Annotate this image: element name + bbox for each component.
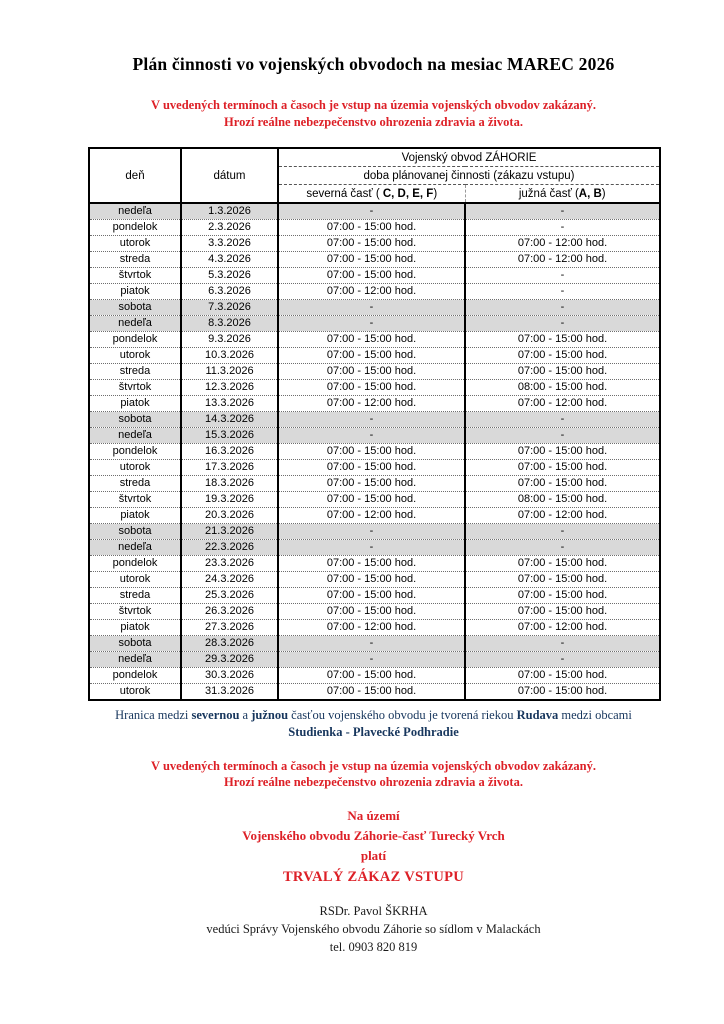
cell-day: utorok bbox=[89, 572, 181, 588]
cell-date: 13.3.2026 bbox=[181, 396, 278, 412]
text-segment: C, D, E, F bbox=[382, 187, 434, 200]
table-body bbox=[89, 203, 660, 700]
cell-date: 30.3.2026 bbox=[181, 668, 278, 684]
cell-north: - bbox=[278, 524, 465, 540]
cell-day: streda bbox=[89, 364, 181, 380]
column-header-region: Vojenský obvod ZÁHORIE bbox=[278, 148, 660, 167]
activity-plan-table bbox=[88, 147, 661, 701]
cell-north: 07:00 - 15:00 hod. bbox=[278, 588, 465, 604]
cell-north: 07:00 - 15:00 hod. bbox=[278, 444, 465, 460]
cell-south: - bbox=[465, 524, 660, 540]
cell-south: 07:00 - 15:00 hod. bbox=[465, 588, 660, 604]
table-row bbox=[89, 252, 660, 268]
text-segment: Hranica medzi bbox=[115, 708, 192, 722]
ban-line-1: Na území bbox=[347, 807, 400, 823]
cell-north: - bbox=[278, 540, 465, 556]
cell-day: piatok bbox=[89, 508, 181, 524]
table-row bbox=[89, 604, 660, 620]
page-title: Plán činnosti vo vojenských obvodoch na mesiac MAREC 2026 bbox=[132, 54, 615, 74]
cell-north: 07:00 - 15:00 hod. bbox=[278, 364, 465, 380]
cell-date: 12.3.2026 bbox=[181, 380, 278, 396]
cell-date: 29.3.2026 bbox=[181, 652, 278, 668]
cell-date: 7.3.2026 bbox=[181, 300, 278, 316]
ban-line-3: platí bbox=[360, 848, 387, 864]
cell-date: 1.3.2026 bbox=[181, 203, 278, 220]
cell-north: - bbox=[278, 428, 465, 444]
cell-day: utorok bbox=[89, 460, 181, 476]
cell-day: streda bbox=[89, 476, 181, 492]
cell-date: 17.3.2026 bbox=[181, 460, 278, 476]
ban-line-2: Vojenského obvodu Záhorie-časť Turecký Vrch bbox=[242, 827, 505, 843]
cell-day: štvrtok bbox=[89, 380, 181, 396]
cell-north: - bbox=[278, 412, 465, 428]
entry-ban-warning-bottom bbox=[88, 758, 659, 791]
cell-date: 28.3.2026 bbox=[181, 636, 278, 652]
text-segment: severná časť ( bbox=[306, 187, 383, 200]
boundary-villages: Studienka - Plavecké Podhradie bbox=[288, 724, 459, 739]
cell-south: 07:00 - 12:00 hod. bbox=[465, 396, 660, 412]
cell-day: sobota bbox=[89, 524, 181, 540]
cell-day: pondelok bbox=[89, 220, 181, 236]
cell-south: - bbox=[465, 652, 660, 668]
cell-date: 10.3.2026 bbox=[181, 348, 278, 364]
cell-date: 11.3.2026 bbox=[181, 364, 278, 380]
cell-north: 07:00 - 15:00 hod. bbox=[278, 668, 465, 684]
cell-north: 07:00 - 15:00 hod. bbox=[278, 492, 465, 508]
table-header bbox=[89, 148, 660, 203]
text-segment: A, B bbox=[578, 187, 602, 200]
cell-date: 19.3.2026 bbox=[181, 492, 278, 508]
cell-date: 9.3.2026 bbox=[181, 332, 278, 348]
table-row bbox=[89, 684, 660, 701]
cell-south: - bbox=[465, 428, 660, 444]
cell-date: 22.3.2026 bbox=[181, 540, 278, 556]
cell-north: 07:00 - 15:00 hod. bbox=[278, 556, 465, 572]
table-row bbox=[89, 412, 660, 428]
warning-line-1: V uvedených termínoch a časoch je vstup na územia vojenských obvodov zakázaný. bbox=[151, 758, 596, 773]
table-row bbox=[89, 268, 660, 284]
cell-south: 07:00 - 15:00 hod. bbox=[465, 332, 660, 348]
table-row bbox=[89, 556, 660, 572]
table-row bbox=[89, 332, 660, 348]
table-row bbox=[89, 380, 660, 396]
cell-date: 21.3.2026 bbox=[181, 524, 278, 540]
table-row bbox=[89, 203, 660, 220]
contact-phone: tel. 0903 820 819 bbox=[329, 939, 418, 954]
cell-date: 2.3.2026 bbox=[181, 220, 278, 236]
cell-south: - bbox=[465, 268, 660, 284]
cell-south: 07:00 - 15:00 hod. bbox=[465, 684, 660, 701]
cell-north: 07:00 - 15:00 hod. bbox=[278, 220, 465, 236]
cell-day: štvrtok bbox=[89, 268, 181, 284]
permanent-ban-notice bbox=[88, 806, 659, 889]
cell-day: streda bbox=[89, 588, 181, 604]
cell-date: 8.3.2026 bbox=[181, 316, 278, 332]
cell-north: 07:00 - 12:00 hod. bbox=[278, 620, 465, 636]
cell-date: 23.3.2026 bbox=[181, 556, 278, 572]
cell-north: 07:00 - 15:00 hod. bbox=[278, 332, 465, 348]
cell-north: 07:00 - 15:00 hod. bbox=[278, 572, 465, 588]
cell-north: 07:00 - 15:00 hod. bbox=[278, 460, 465, 476]
column-header-south-part bbox=[465, 185, 660, 204]
table-row bbox=[89, 236, 660, 252]
cell-day: nedeľa bbox=[89, 652, 181, 668]
cell-south: 08:00 - 15:00 hod. bbox=[465, 492, 660, 508]
table-row bbox=[89, 460, 660, 476]
cell-south: 07:00 - 15:00 hod. bbox=[465, 604, 660, 620]
cell-south: 07:00 - 15:00 hod. bbox=[465, 364, 660, 380]
table-row bbox=[89, 492, 660, 508]
cell-north: - bbox=[278, 300, 465, 316]
cell-south: - bbox=[465, 316, 660, 332]
cell-day: sobota bbox=[89, 636, 181, 652]
cell-day: piatok bbox=[89, 620, 181, 636]
cell-south: - bbox=[465, 412, 660, 428]
table-row bbox=[89, 476, 660, 492]
text-segment: Rudava bbox=[516, 708, 559, 722]
cell-day: nedeľa bbox=[89, 316, 181, 332]
cell-north: 07:00 - 15:00 hod. bbox=[278, 348, 465, 364]
column-header-north-part bbox=[278, 185, 465, 204]
cell-north: 07:00 - 12:00 hod. bbox=[278, 396, 465, 412]
text-segment: časťou vojenského obvodu je tvorená riekou bbox=[288, 708, 517, 722]
cell-north: - bbox=[278, 636, 465, 652]
entry-ban-warning-top bbox=[88, 97, 659, 130]
contact-name: RSDr. Pavol ŠKRHA bbox=[319, 903, 428, 918]
cell-south: 07:00 - 15:00 hod. bbox=[465, 668, 660, 684]
table-row bbox=[89, 300, 660, 316]
cell-south: - bbox=[465, 540, 660, 556]
table-row bbox=[89, 348, 660, 364]
cell-north: - bbox=[278, 203, 465, 220]
cell-south: 07:00 - 15:00 hod. bbox=[465, 444, 660, 460]
document-page bbox=[88, 0, 659, 956]
table-row bbox=[89, 396, 660, 412]
cell-north: 07:00 - 15:00 hod. bbox=[278, 380, 465, 396]
cell-south: 07:00 - 15:00 hod. bbox=[465, 476, 660, 492]
table-row bbox=[89, 444, 660, 460]
cell-south: 07:00 - 12:00 hod. bbox=[465, 236, 660, 252]
cell-north: - bbox=[278, 652, 465, 668]
table-row bbox=[89, 572, 660, 588]
cell-north: - bbox=[278, 316, 465, 332]
ban-line-4: TRVALÝ ZÁKAZ VSTUPU bbox=[282, 869, 465, 886]
table-row bbox=[89, 620, 660, 636]
cell-date: 25.3.2026 bbox=[181, 588, 278, 604]
cell-day: nedeľa bbox=[89, 428, 181, 444]
cell-day: nedeľa bbox=[89, 540, 181, 556]
cell-south: 07:00 - 12:00 hod. bbox=[465, 620, 660, 636]
cell-date: 20.3.2026 bbox=[181, 508, 278, 524]
cell-north: 07:00 - 12:00 hod. bbox=[278, 284, 465, 300]
cell-south: 08:00 - 15:00 hod. bbox=[465, 380, 660, 396]
cell-south: 07:00 - 15:00 hod. bbox=[465, 572, 660, 588]
boundary-note-line bbox=[88, 707, 659, 724]
cell-day: nedeľa bbox=[89, 203, 181, 220]
cell-day: piatok bbox=[89, 396, 181, 412]
cell-south: 07:00 - 12:00 hod. bbox=[465, 252, 660, 268]
cell-date: 24.3.2026 bbox=[181, 572, 278, 588]
table-row bbox=[89, 284, 660, 300]
text-segment: južná časť ( bbox=[518, 187, 579, 200]
cell-day: sobota bbox=[89, 300, 181, 316]
cell-day: pondelok bbox=[89, 668, 181, 684]
cell-day: pondelok bbox=[89, 444, 181, 460]
table-row bbox=[89, 508, 660, 524]
cell-date: 16.3.2026 bbox=[181, 444, 278, 460]
cell-day: pondelok bbox=[89, 332, 181, 348]
cell-south: 07:00 - 12:00 hod. bbox=[465, 508, 660, 524]
cell-date: 4.3.2026 bbox=[181, 252, 278, 268]
cell-date: 31.3.2026 bbox=[181, 684, 278, 701]
cell-south: - bbox=[465, 636, 660, 652]
cell-date: 15.3.2026 bbox=[181, 428, 278, 444]
cell-north: 07:00 - 15:00 hod. bbox=[278, 252, 465, 268]
boundary-note bbox=[88, 707, 659, 741]
cell-south: 07:00 - 15:00 hod. bbox=[465, 556, 660, 572]
cell-south: 07:00 - 15:00 hod. bbox=[465, 348, 660, 364]
cell-date: 27.3.2026 bbox=[181, 620, 278, 636]
column-header-activity-period: doba plánovanej činnosti (zákazu vstupu) bbox=[278, 167, 660, 185]
table-row bbox=[89, 588, 660, 604]
cell-day: streda bbox=[89, 252, 181, 268]
cell-date: 5.3.2026 bbox=[181, 268, 278, 284]
text-segment: ) bbox=[601, 187, 606, 200]
cell-day: pondelok bbox=[89, 556, 181, 572]
column-header-date: dátum bbox=[181, 148, 278, 203]
table-row bbox=[89, 316, 660, 332]
text-segment: medzi obcami bbox=[558, 708, 632, 722]
cell-day: utorok bbox=[89, 684, 181, 701]
cell-south: - bbox=[465, 220, 660, 236]
cell-date: 18.3.2026 bbox=[181, 476, 278, 492]
cell-date: 26.3.2026 bbox=[181, 604, 278, 620]
cell-north: 07:00 - 15:00 hod. bbox=[278, 476, 465, 492]
table-row bbox=[89, 540, 660, 556]
cell-day: piatok bbox=[89, 284, 181, 300]
cell-day: utorok bbox=[89, 348, 181, 364]
warning-line-2: Hrozí reálne nebezpečenstvo ohrozenia zdravia a života. bbox=[224, 114, 523, 129]
contact-block bbox=[88, 902, 659, 956]
text-segment: a bbox=[239, 708, 252, 722]
table-row bbox=[89, 428, 660, 444]
cell-south: 07:00 - 15:00 hod. bbox=[465, 460, 660, 476]
warning-line-2: Hrozí reálne nebezpečenstvo ohrozenia zdravia a života. bbox=[224, 775, 523, 790]
cell-north: 07:00 - 15:00 hod. bbox=[278, 684, 465, 701]
cell-south: - bbox=[465, 284, 660, 300]
table-row bbox=[89, 524, 660, 540]
cell-day: štvrtok bbox=[89, 492, 181, 508]
cell-north: 07:00 - 15:00 hod. bbox=[278, 236, 465, 252]
cell-south: - bbox=[465, 300, 660, 316]
table-row bbox=[89, 652, 660, 668]
cell-date: 6.3.2026 bbox=[181, 284, 278, 300]
cell-day: štvrtok bbox=[89, 604, 181, 620]
cell-south: - bbox=[465, 203, 660, 220]
cell-day: utorok bbox=[89, 236, 181, 252]
cell-north: 07:00 - 15:00 hod. bbox=[278, 604, 465, 620]
table-row bbox=[89, 220, 660, 236]
contact-role: vedúci Správy Vojenského obvodu Záhorie so sídlom v Malackách bbox=[206, 921, 541, 936]
text-segment: južnou bbox=[251, 708, 289, 722]
table-row bbox=[89, 364, 660, 380]
cell-north: 07:00 - 15:00 hod. bbox=[278, 268, 465, 284]
cell-north: 07:00 - 12:00 hod. bbox=[278, 508, 465, 524]
table-row bbox=[89, 636, 660, 652]
column-header-day: deň bbox=[89, 148, 181, 203]
cell-date: 14.3.2026 bbox=[181, 412, 278, 428]
text-segment: ) bbox=[433, 187, 438, 200]
text-segment: severnou bbox=[191, 708, 240, 722]
warning-line-1: V uvedených termínoch a časoch je vstup na územia vojenských obvodov zakázaný. bbox=[151, 98, 596, 112]
cell-date: 3.3.2026 bbox=[181, 236, 278, 252]
table-row bbox=[89, 668, 660, 684]
cell-day: sobota bbox=[89, 412, 181, 428]
